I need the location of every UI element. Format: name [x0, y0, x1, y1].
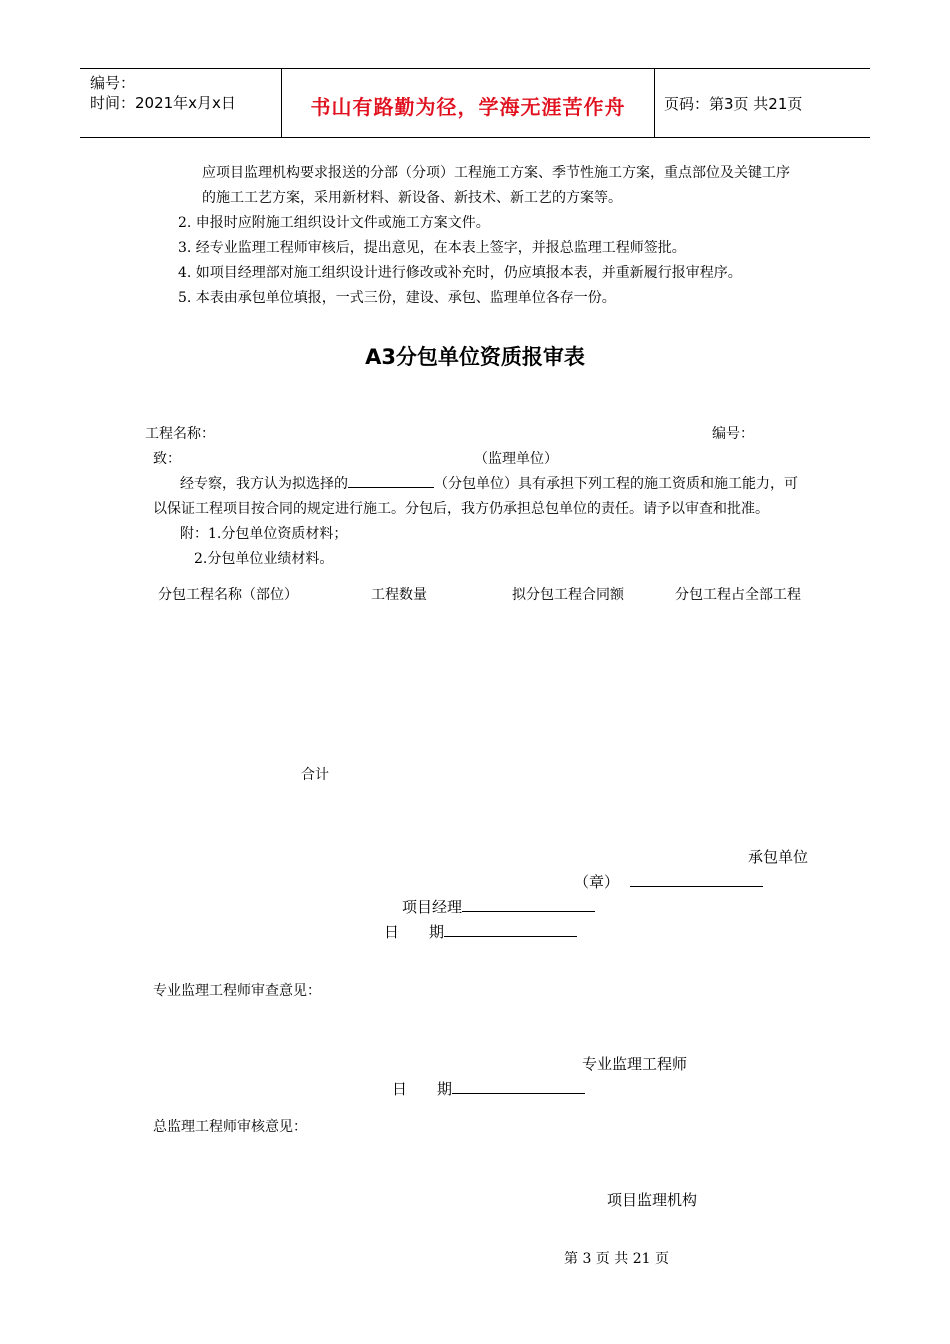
date-row: [384, 921, 577, 942]
header-divider: [654, 69, 655, 137]
pm-label: 项目经理: [402, 898, 463, 916]
body-line: [180, 473, 798, 493]
form-title: A3分包单位资质报审表: [365, 345, 585, 369]
to-label: 致：: [153, 451, 181, 467]
note-line: 3. 经专业监理工程师审核后，提出意见，在本表上签字，并报总监理工程师签批。: [178, 240, 686, 256]
attachment-2: 2.分包单位业绩材料。: [194, 551, 334, 567]
body-text: （分包单位）具有承担下列工程的施工资质和施工能力，可: [434, 476, 798, 492]
note-line: 的施工工艺方案，采用新材料、新设备、新技术、新工艺的方案等。: [202, 190, 622, 206]
pm-row: [402, 896, 595, 917]
note-line: 5. 本表由承包单位填报，一式三份，建设、承包、监理单位各存一份。: [178, 290, 616, 306]
page-info: 页码：第3页 共21页: [664, 95, 803, 113]
pm-blank[interactable]: [462, 897, 595, 912]
supervisor-unit-label: （监理单位）: [474, 451, 558, 467]
column-header: 分包工程占全部工程: [675, 587, 801, 603]
attachment-1: 附：1.分包单位资质材料；: [180, 526, 348, 542]
note-line: 4. 如项目经理部对施工组织设计进行修改或补充时，仍应填报本表，并重新履行报审程序。: [178, 265, 742, 281]
number-label: 编号：: [90, 74, 136, 92]
seal-blank[interactable]: [630, 872, 763, 887]
body-line: 以保证工程项目按合同的规定进行施工。分包后，我方仍承担总包单位的责任。请予以审查和批准。: [153, 501, 769, 517]
column-header: 拟分包工程合同额: [512, 587, 624, 603]
date-blank[interactable]: [452, 1079, 585, 1094]
date-label: 日 期: [392, 1080, 453, 1098]
header-motto: 书山有路勤为径，学海无涯苦作舟: [310, 95, 626, 119]
subcontractor-blank[interactable]: [348, 473, 434, 488]
note-line: 应项目监理机构要求报送的分部（分项）工程施工方案、季节性施工方案，重点部位及关键工序: [202, 165, 790, 181]
date-label: 日 期: [384, 923, 445, 941]
engineer-label: 专业监理工程师: [582, 1055, 688, 1073]
serial-label: 编号：: [712, 426, 754, 442]
chief-opinion-label: 总监理工程师审核意见：: [153, 1119, 307, 1135]
project-name-label: 工程名称：: [145, 426, 215, 442]
date-blank[interactable]: [444, 922, 577, 937]
page-header: [80, 68, 870, 138]
engineer-opinion-label: 专业监理工程师审查意见：: [153, 983, 321, 999]
time-label: 时间：2021年x月x日: [90, 94, 236, 112]
body-text: 经专察，我方认为拟选择的: [180, 476, 348, 492]
column-header: 工程数量: [371, 587, 427, 603]
agency-label: 项目监理机构: [607, 1191, 698, 1209]
seal-row: [574, 871, 763, 892]
contractor-label: 承包单位: [748, 848, 809, 866]
footer-page: 第 3 页 共 21 页: [564, 1251, 669, 1267]
column-header: 分包工程名称（部位）: [158, 587, 298, 603]
total-label: 合计: [301, 767, 329, 783]
note-line: 2. 申报时应附施工组织设计文件或施工方案文件。: [178, 215, 490, 231]
date-row: [392, 1078, 585, 1099]
seal-label: （章）: [574, 873, 620, 891]
header-meta: [90, 73, 236, 113]
